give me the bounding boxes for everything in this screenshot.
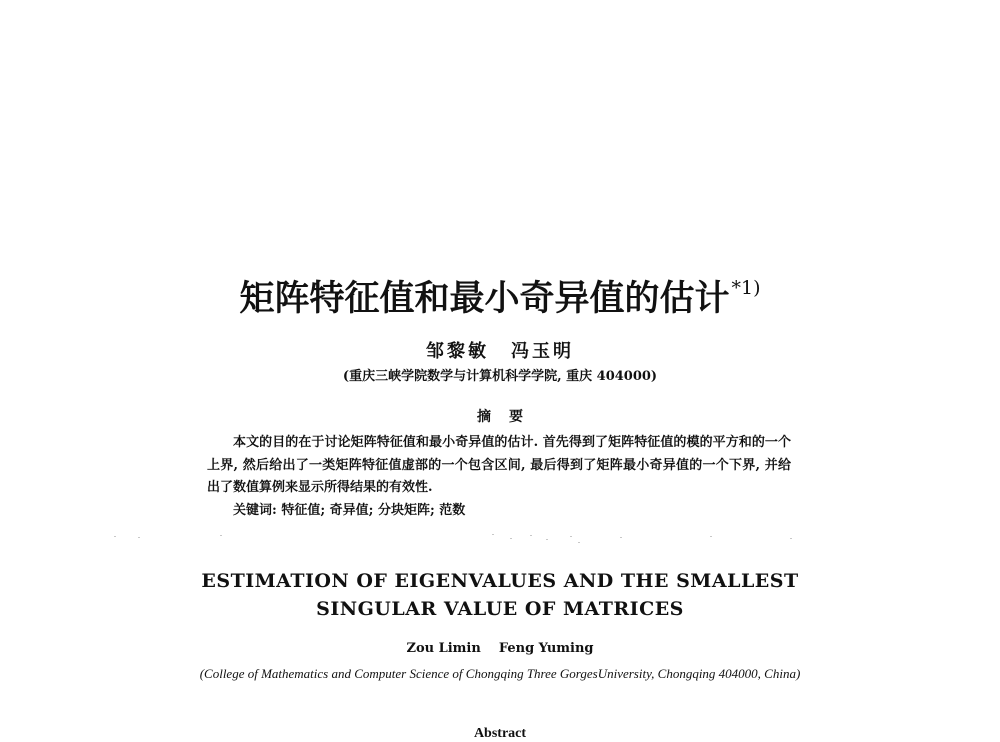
chinese-title [0, 271, 1000, 321]
chinese-keywords: 关键词: 特征值; 奇异值; 分块矩阵; 范数 [233, 502, 466, 518]
title-footnote-mark: *1) [731, 277, 761, 299]
author-name: 邹黎敏 [426, 341, 489, 362]
english-authors [0, 641, 1000, 656]
scan-noise [100, 534, 900, 554]
author-name: 冯玉明 [511, 341, 574, 362]
english-title [0, 567, 1000, 623]
chinese-title-text: 矩阵特征值和最小奇异值的估计 [239, 278, 730, 319]
chinese-abstract-body: 本文的目的在于讨论矩阵特征值和最小奇异值的估计. 首先得到了矩阵特征值的模的平方和的一个上界, 然后给出了一类矩阵特征值虚部的一个包含区间, 最后得到了矩阵最小奇异值的一个下界, 并给出了数值算例来显示所得结果的有效性. [207, 435, 791, 495]
chinese-authors [0, 337, 1000, 363]
author-name: Zou Limin [406, 641, 481, 656]
author-name: Feng Yuming [498, 641, 594, 656]
english-title-line-2: SINGULAR VALUE OF MATRICES [316, 598, 684, 620]
chinese-abstract-heading: 摘要 [477, 409, 541, 425]
english-affiliation: (College of Mathematics and Computer Science of Chongqing Three GorgesUniversity, Chongqing 404000, China) [199, 666, 801, 681]
english-abstract-heading: Abstract [473, 726, 527, 741]
english-title-line-1: ESTIMATION OF EIGENVALUES AND THE SMALLEST [201, 570, 799, 592]
chinese-abstract [207, 432, 791, 522]
chinese-affiliation: (重庆三峡学院数学与计算机科学学院, 重庆 404000) [342, 369, 658, 384]
